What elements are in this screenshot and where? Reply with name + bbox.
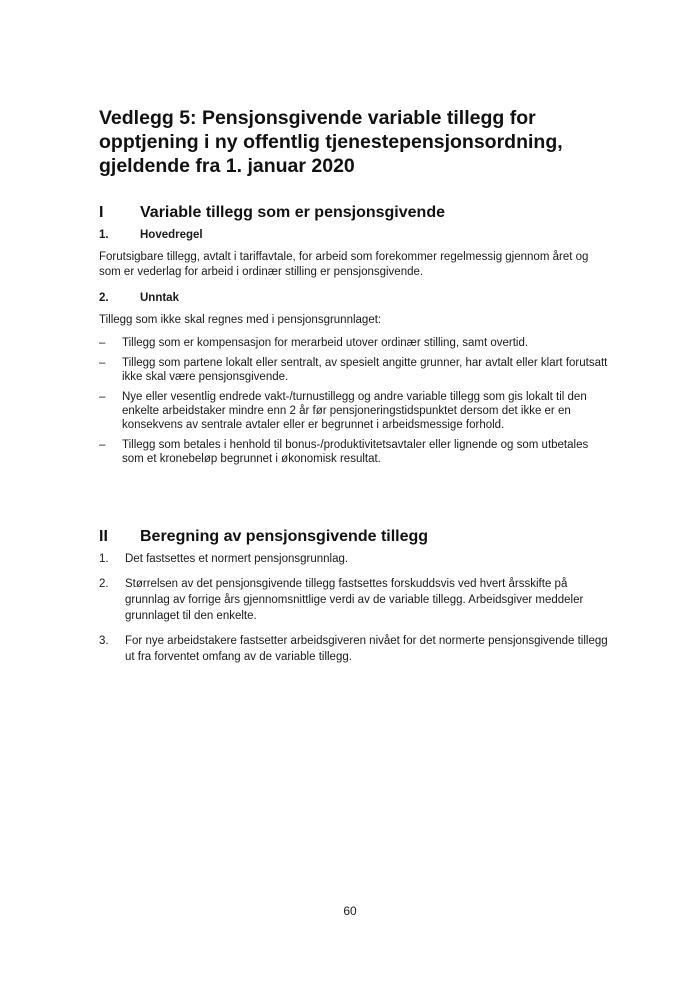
unntak-list: [99, 336, 609, 472]
section-heading-2: [99, 527, 428, 547]
dash-bullet: –: [99, 357, 106, 369]
list-item-text: Størrelsen av det pensjonsgivende tillegg fastsettes forskuddsvis ved hvert årsskifte på grunnlag av forrige års gjennomsnittlige verdi av de variable tillegg. Arbeidsgiver meddeler grunnlaget til den enkelte.: [125, 578, 584, 622]
subsection-number: 1.: [99, 229, 109, 241]
subsection-heading-unntak: [99, 291, 179, 306]
beregning-list: [99, 551, 609, 674]
list-item: [99, 336, 609, 350]
section-title-2: Beregning av pensjonsgivende tillegg: [140, 528, 429, 545]
document-title: Vedlegg 5: Pensjonsgivende variable tillegg for opptjening i ny offentlig tjenestepensjonsordning, gjeldende fra 1. januar 2020: [99, 107, 563, 177]
list-item: [99, 356, 609, 384]
list-item: [99, 576, 609, 624]
subsection-title: Hovedregel: [140, 229, 203, 241]
list-item-number: 3.: [99, 635, 109, 647]
list-item-text: Tillegg som er kompensasjon for merarbeid utover ordinær stilling, samt overtid.: [122, 337, 529, 349]
list-item-number: 2.: [99, 578, 109, 590]
list-item-text: Det fastsettes et normert pensjonsgrunnlag.: [125, 553, 349, 565]
list-item-text: Nye eller vesentlig endrede vakt-/turnustillegg og andre variable tillegg som gis lokalt til den enkelte arbeidstaker mindre enn 2 år før pensjoneringstidspunktet dersom det ikke er en konsekvens av sentrale avtaler eller er begrunnet i arbeidsmessige forhold.: [122, 391, 587, 431]
section-number-1: I: [99, 204, 104, 221]
subsection-heading-hovedregel: [99, 228, 203, 243]
list-item: [99, 438, 609, 466]
list-item: [99, 633, 609, 665]
dash-bullet: –: [99, 439, 106, 451]
subsection-number: 2.: [99, 292, 109, 304]
list-item: [99, 390, 609, 432]
page-number: 60: [343, 904, 357, 918]
section-number-2: II: [99, 528, 108, 545]
unntak-intro: Tillegg som ikke skal regnes med i pensjonsgrunnlaget:: [99, 314, 382, 326]
section-heading-1: [99, 203, 445, 223]
subsection-title: Unntak: [140, 292, 179, 304]
dash-bullet: –: [99, 337, 106, 349]
list-item-text: Tillegg som partene lokalt eller sentralt, av spesielt angitte grunner, har avtalt eller klart forutsatt ikke skal være pensjonsgivende.: [122, 357, 608, 383]
hovedregel-paragraph: Forutsigbare tillegg, avtalt i tariffavtale, for arbeid som forekommer regelmessig gjennom året og som er vederlag for arbeid i ordinær stilling er pensjonsgivende.: [99, 251, 589, 278]
list-item-text: For nye arbeidstakere fastsetter arbeidsgiveren nivået for det normerte pensjonsgivende tillegg ut fra forventet omfang av de variable tillegg.: [125, 635, 608, 663]
list-item: [99, 551, 609, 567]
section-title-1: Variable tillegg som er pensjonsgivende: [140, 204, 445, 221]
dash-bullet: –: [99, 391, 106, 403]
list-item-number: 1.: [99, 553, 109, 565]
list-item-text: Tillegg som betales i henhold til bonus-/produktivitetsavtaler eller lignende og som utbetales som et kronebeløp begrunnet i økonomisk resultat.: [122, 439, 589, 465]
